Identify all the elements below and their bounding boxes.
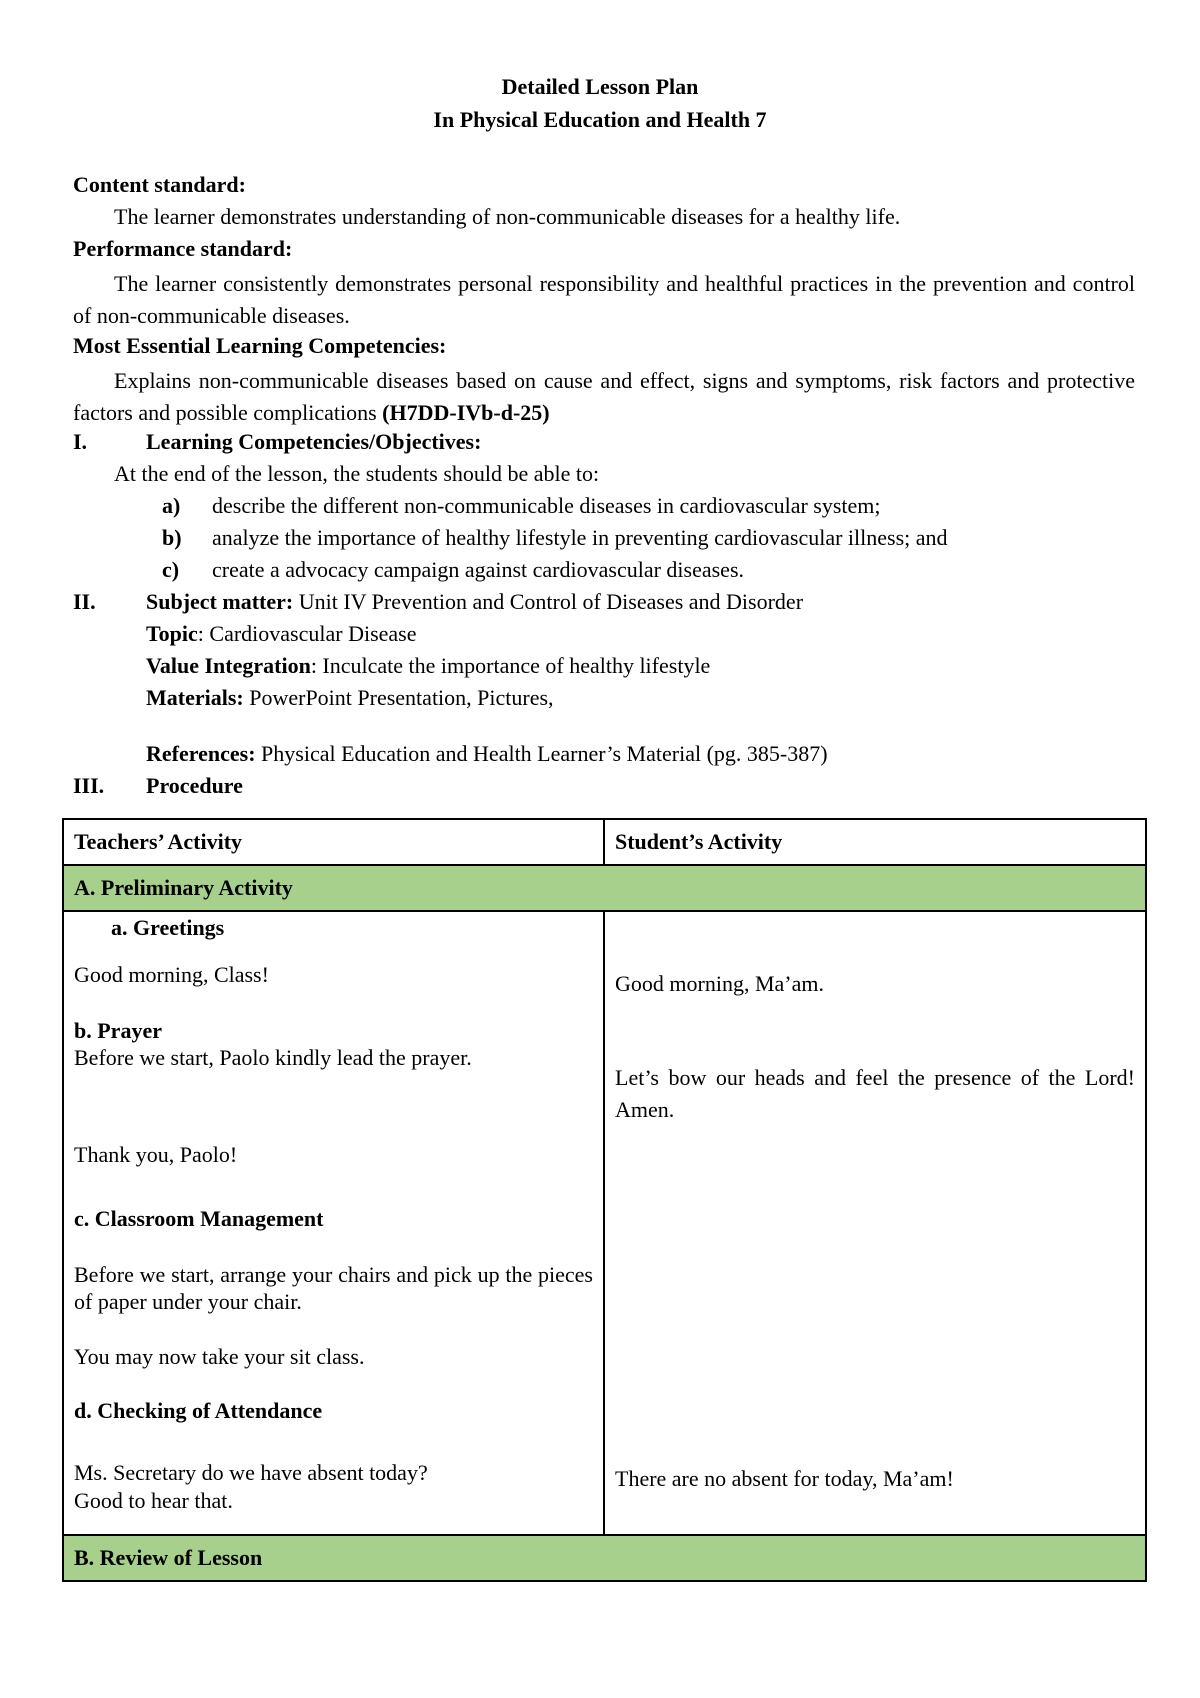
value-integration-label: Value Integration bbox=[146, 653, 311, 678]
value-integration-line bbox=[146, 653, 710, 679]
objective-a-letter: a) bbox=[162, 493, 181, 518]
performance-standard-label: Performance standard: bbox=[73, 236, 293, 261]
greetings-heading: a. Greetings bbox=[111, 915, 225, 940]
prayer-student: Let’s bow our heads and feel the presence of the Lord! Amen. bbox=[615, 1065, 1135, 1122]
procedure-table bbox=[62, 818, 1147, 1582]
student-column-label: Student’s Activity bbox=[615, 829, 783, 854]
materials-line bbox=[146, 685, 554, 711]
attendance-good: Good to hear that. bbox=[74, 1488, 233, 1513]
teacher-activity-cell bbox=[63, 911, 604, 1535]
subject-matter-value: Unit IV Prevention and Control of Diseases and Disorder bbox=[298, 589, 804, 614]
section1-intro: At the end of the lesson, the students should be able to: bbox=[114, 461, 600, 486]
materials-value: PowerPoint Presentation, Pictures, bbox=[249, 685, 554, 710]
attendance-heading: d. Checking of Attendance bbox=[74, 1398, 323, 1423]
section1-numeral: I. bbox=[73, 429, 88, 454]
content-standard-text: The learner demonstrates understanding of non-communicable diseases for a healthy life. bbox=[114, 204, 901, 229]
references-line bbox=[146, 741, 828, 767]
activity-body-row bbox=[63, 911, 1146, 1535]
preliminary-activity-label: A. Preliminary Activity bbox=[74, 875, 293, 900]
section3-numeral: III. bbox=[73, 773, 105, 798]
melc-label: Most Essential Learning Competencies: bbox=[73, 333, 447, 358]
prayer-heading: b. Prayer bbox=[74, 1018, 162, 1043]
section2-numeral: II. bbox=[73, 589, 96, 614]
attendance-question: Ms. Secretary do we have absent today? bbox=[74, 1460, 428, 1485]
materials-label: Materials: bbox=[146, 685, 244, 710]
references-label: References: bbox=[146, 741, 256, 766]
objective-a-text: describe the different non-communicable diseases in cardiovascular system; bbox=[212, 493, 881, 518]
objective-c-letter: c) bbox=[162, 557, 180, 582]
subject-matter-label: Subject matter: bbox=[146, 589, 294, 614]
performance-standard-text: The learner consistently demonstrates personal responsibility and healthful practices in the prevention and control of non-communicable diseases. bbox=[73, 271, 1135, 328]
table-header-row bbox=[63, 819, 1146, 865]
topic-value: : Cardiovascular Disease bbox=[197, 621, 417, 646]
topic-label: Topic bbox=[146, 621, 198, 646]
prayer-thanks: Thank you, Paolo! bbox=[74, 1142, 238, 1167]
classroom-sit: You may now take your sit class. bbox=[74, 1344, 365, 1369]
references-value: Physical Education and Health Learner’s Material (pg. 385-387) bbox=[261, 741, 828, 766]
teacher-column-header bbox=[63, 819, 604, 865]
document-title: Detailed Lesson Plan bbox=[501, 74, 699, 99]
greetings-student: Good morning, Ma’am. bbox=[615, 971, 824, 996]
student-activity-cell bbox=[604, 911, 1146, 1535]
review-of-lesson-row bbox=[63, 1535, 1146, 1581]
greetings-teacher: Good morning, Class! bbox=[74, 962, 269, 987]
classroom-text: Before we start, arrange your chairs and pick up the pieces of paper under your chair. bbox=[74, 1262, 593, 1314]
objective-b-letter: b) bbox=[162, 525, 182, 550]
melc-text bbox=[73, 365, 1135, 429]
section1-label: Learning Competencies/Objectives: bbox=[146, 429, 482, 454]
melc-code: (H7DD-IVb-d-25) bbox=[382, 400, 550, 425]
classroom-heading: c. Classroom Management bbox=[74, 1206, 324, 1231]
review-of-lesson-label: B. Review of Lesson bbox=[74, 1545, 263, 1570]
content-standard-label: Content standard: bbox=[73, 172, 246, 197]
objective-b-text: analyze the importance of healthy lifestyle in preventing cardiovascular illness; and bbox=[212, 525, 948, 550]
procedure-label: Procedure bbox=[146, 773, 243, 798]
preliminary-activity-row bbox=[63, 865, 1146, 911]
value-integration-value: : Inculcate the importance of healthy lifestyle bbox=[310, 653, 711, 678]
prayer-teacher: Before we start, Paolo kindly lead the prayer. bbox=[74, 1045, 472, 1070]
topic-line bbox=[146, 621, 416, 647]
attendance-student: There are no absent for today, Ma’am! bbox=[615, 1466, 954, 1491]
preliminary-activity-cell bbox=[63, 865, 1146, 911]
document-subtitle: In Physical Education and Health 7 bbox=[433, 107, 767, 132]
teacher-column-label: Teachers’ Activity bbox=[74, 829, 243, 854]
subject-matter-line bbox=[146, 589, 803, 615]
melc-description: Explains non-communicable diseases based on cause and effect, signs and symptoms, risk factors and protective factors and possible complications bbox=[73, 368, 1135, 425]
student-column-header bbox=[604, 819, 1146, 865]
objective-c-text: create a advocacy campaign against cardiovascular diseases. bbox=[212, 557, 745, 582]
review-of-lesson-cell bbox=[63, 1535, 1146, 1581]
